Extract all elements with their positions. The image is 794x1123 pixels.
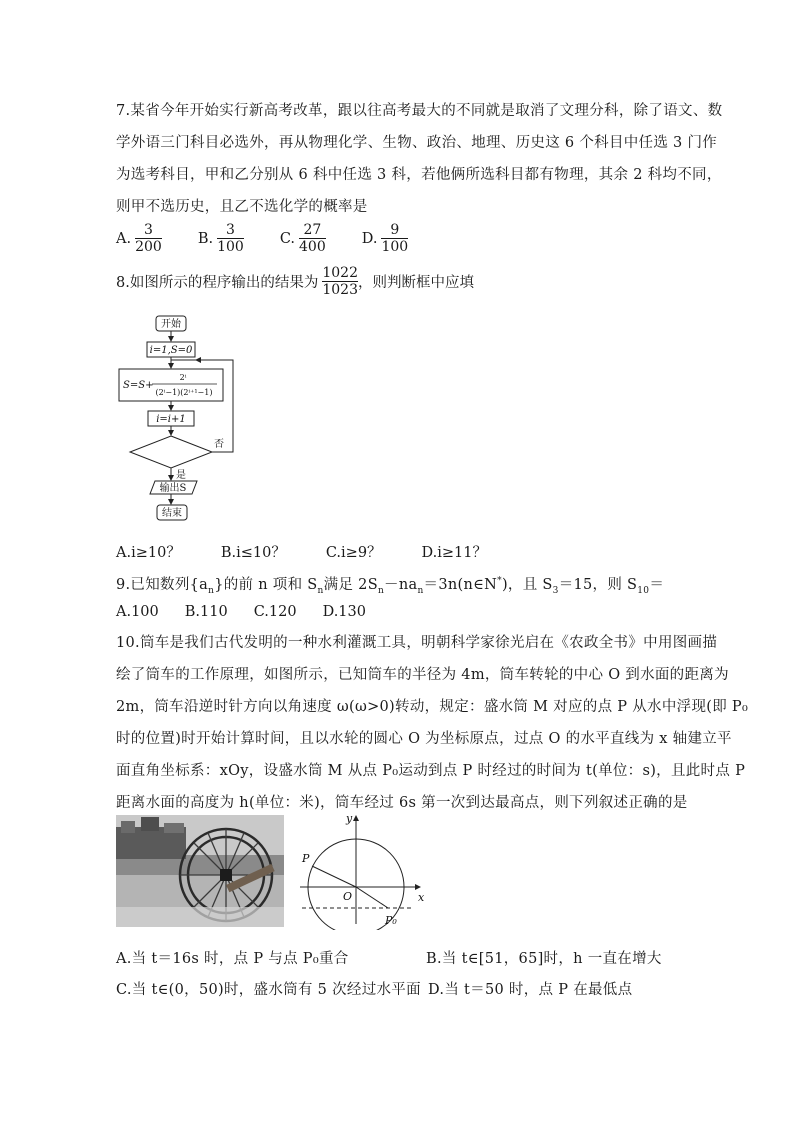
q7-option-d-label: D. bbox=[361, 230, 378, 247]
wheel-coordinate-diagram bbox=[290, 812, 430, 930]
flowchart-update-prefix: S=S+ bbox=[123, 380, 154, 391]
q9-text: }的前 n 项和 S bbox=[214, 577, 318, 593]
q7-option-b-fraction bbox=[217, 222, 244, 255]
point-p0-label: P₀ bbox=[385, 914, 397, 927]
q10-option-d: D.当 t＝50 时，点 P 在最低点 bbox=[428, 982, 633, 998]
q8-stem bbox=[116, 265, 474, 298]
q10-line-5: 面直角坐标系：xOy，设盛水筒 M 从点 P₀运动到点 P 时经过的时间为 t(单位：s)，且此时点 P bbox=[116, 763, 746, 779]
fraction-denominator: 200 bbox=[135, 239, 162, 255]
fraction-denominator: 100 bbox=[217, 239, 244, 255]
radius-op0 bbox=[356, 887, 388, 908]
fraction-denominator: 1023 bbox=[322, 282, 358, 298]
flowchart-update-denominator: (2ⁱ−1)(2ⁱ⁺¹−1) bbox=[155, 388, 213, 397]
subscript: 10 bbox=[637, 585, 650, 596]
q9-text: ＝3n(n∈N bbox=[423, 577, 498, 593]
q7-line-3: 为选考科目，甲和乙分别从 6 科中任选 3 科，若他俩所选科目都有物理，其余 2 科均不同， bbox=[116, 167, 722, 183]
q7-option-a bbox=[116, 222, 162, 255]
flowchart-no-label: 否 bbox=[214, 439, 224, 450]
fraction-denominator: 400 bbox=[299, 239, 326, 255]
subscript: n bbox=[417, 585, 424, 596]
q10-line-4: 时的位置)时开始计算时间，且以水轮的圆心 O 为坐标原点，过点 O 的水平直线为 x 轴建立平 bbox=[116, 731, 732, 747]
q7-option-c-label: C. bbox=[279, 230, 296, 247]
q8-prefix: 8.如图所示的程序输出的结果为 bbox=[116, 275, 319, 291]
origin-label: O bbox=[343, 890, 353, 903]
fraction-numerator: 27 bbox=[303, 222, 322, 238]
q7-option-b bbox=[198, 222, 244, 255]
superscript: * bbox=[497, 576, 502, 587]
q9-option-d: D.130 bbox=[322, 604, 366, 620]
q7-option-d-fraction bbox=[381, 222, 408, 255]
q8-option-b: B.i≤10？ bbox=[220, 545, 286, 561]
flowchart-increment-label: i=i+1 bbox=[156, 414, 186, 425]
point-p-label: P bbox=[302, 852, 310, 865]
fraction-numerator: 1022 bbox=[322, 265, 358, 281]
q9-text: ＝ bbox=[649, 577, 665, 593]
q8-option-d: D.i≥11？ bbox=[421, 545, 488, 561]
q8-suffix: ，则判断框中应填 bbox=[357, 275, 474, 291]
flowchart-decision-diamond bbox=[130, 436, 212, 468]
q9-text: 9.已知数列{a bbox=[116, 577, 209, 593]
q10-line-6: 距离水面的高度为 h(单位：米)，筒车经过 6s 第一次到达最高点，则下列叙述正确的是 bbox=[116, 795, 688, 811]
q8-options bbox=[116, 541, 487, 562]
q7-option-d bbox=[362, 222, 408, 255]
q7-option-a-fraction bbox=[135, 222, 162, 255]
q9-option-a: A.100 bbox=[116, 604, 159, 620]
fraction-numerator: 9 bbox=[390, 222, 400, 238]
q9-options bbox=[116, 604, 366, 620]
subscript: n bbox=[208, 585, 215, 596]
q9-stem bbox=[116, 573, 664, 596]
flowchart-update-numerator: 2ⁱ bbox=[179, 373, 187, 382]
q7-line-1: 7.某省今年开始实行新高考改革，跟以往高考最大的不同就是取消了文理分科，除了语文、数 bbox=[116, 103, 723, 119]
q10-line-1: 10.筒车是我们古代发明的一种水利灌溉工具，明朝科学家徐光启在《农政全书》中用图画描 bbox=[116, 635, 718, 651]
q7-option-c bbox=[280, 222, 326, 255]
q9-option-c: C.120 bbox=[253, 604, 297, 620]
q8-option-a: A.i≥10？ bbox=[116, 545, 181, 561]
q10-option-a: A.当 t＝16s 时，点 P 与点 P₀重合 bbox=[116, 951, 349, 967]
q7-option-b-label: B. bbox=[197, 230, 214, 247]
flowchart-start-label: 开始 bbox=[161, 319, 181, 330]
q9-text: 满足 2S bbox=[323, 577, 378, 593]
flowchart-end-label: 结束 bbox=[162, 508, 182, 519]
q7-option-c-fraction bbox=[299, 222, 326, 255]
fraction-numerator: 3 bbox=[226, 222, 235, 238]
q8-fraction bbox=[322, 265, 358, 298]
y-axis-label: y bbox=[346, 812, 353, 825]
fraction-numerator: 3 bbox=[144, 222, 153, 238]
flowchart-yes-label: 是 bbox=[176, 470, 186, 481]
x-axis-label: x bbox=[418, 891, 425, 904]
q7-line-4: 则甲不选历史，且乙不选化学的概率是 bbox=[116, 199, 368, 215]
q9-text: －na bbox=[384, 577, 418, 593]
q10-line-3: 2m，筒车沿逆时针方向以角速度 ω(ω>0)转动，规定：盛水筒 M 对应的点 P 从水中浮现(即 P₀ bbox=[116, 699, 749, 715]
q9-text: )，且 S bbox=[501, 577, 553, 593]
subscript: n bbox=[377, 585, 385, 596]
q10-option-b: B.当 t∈[51，65]时，h 一直在增大 bbox=[426, 951, 662, 967]
q9-option-b: B.110 bbox=[184, 604, 228, 620]
fraction-denominator: 100 bbox=[381, 239, 409, 255]
flowchart bbox=[100, 310, 250, 525]
radius-op bbox=[312, 866, 356, 887]
q8-option-c: C.i≥9？ bbox=[325, 545, 382, 561]
q7-options bbox=[116, 222, 444, 255]
q10-option-c: C.当 t∈(0，50)时，盛水筒有 5 次经过水平面 bbox=[116, 982, 421, 998]
flowchart-output-label: 输出S bbox=[159, 483, 187, 494]
q7-line-2: 学外语三门科目必选外，再从物理化学、生物、政治、地理、历史这 6 个科目中任选 3 门作 bbox=[116, 135, 718, 151]
subscript: n bbox=[317, 585, 324, 596]
water-wheel-photo bbox=[116, 815, 284, 927]
flowchart-init-label: i=1,S=0 bbox=[149, 345, 193, 356]
q9-text: ＝15，则 S bbox=[558, 577, 638, 593]
subscript: 3 bbox=[552, 585, 559, 596]
q10-line-2: 绘了筒车的工作原理，如图所示，已知筒车的半径为 4m，筒车转轮的中心 O 到水面的距离为 bbox=[116, 667, 729, 683]
q7-option-a-label: A. bbox=[116, 230, 132, 247]
